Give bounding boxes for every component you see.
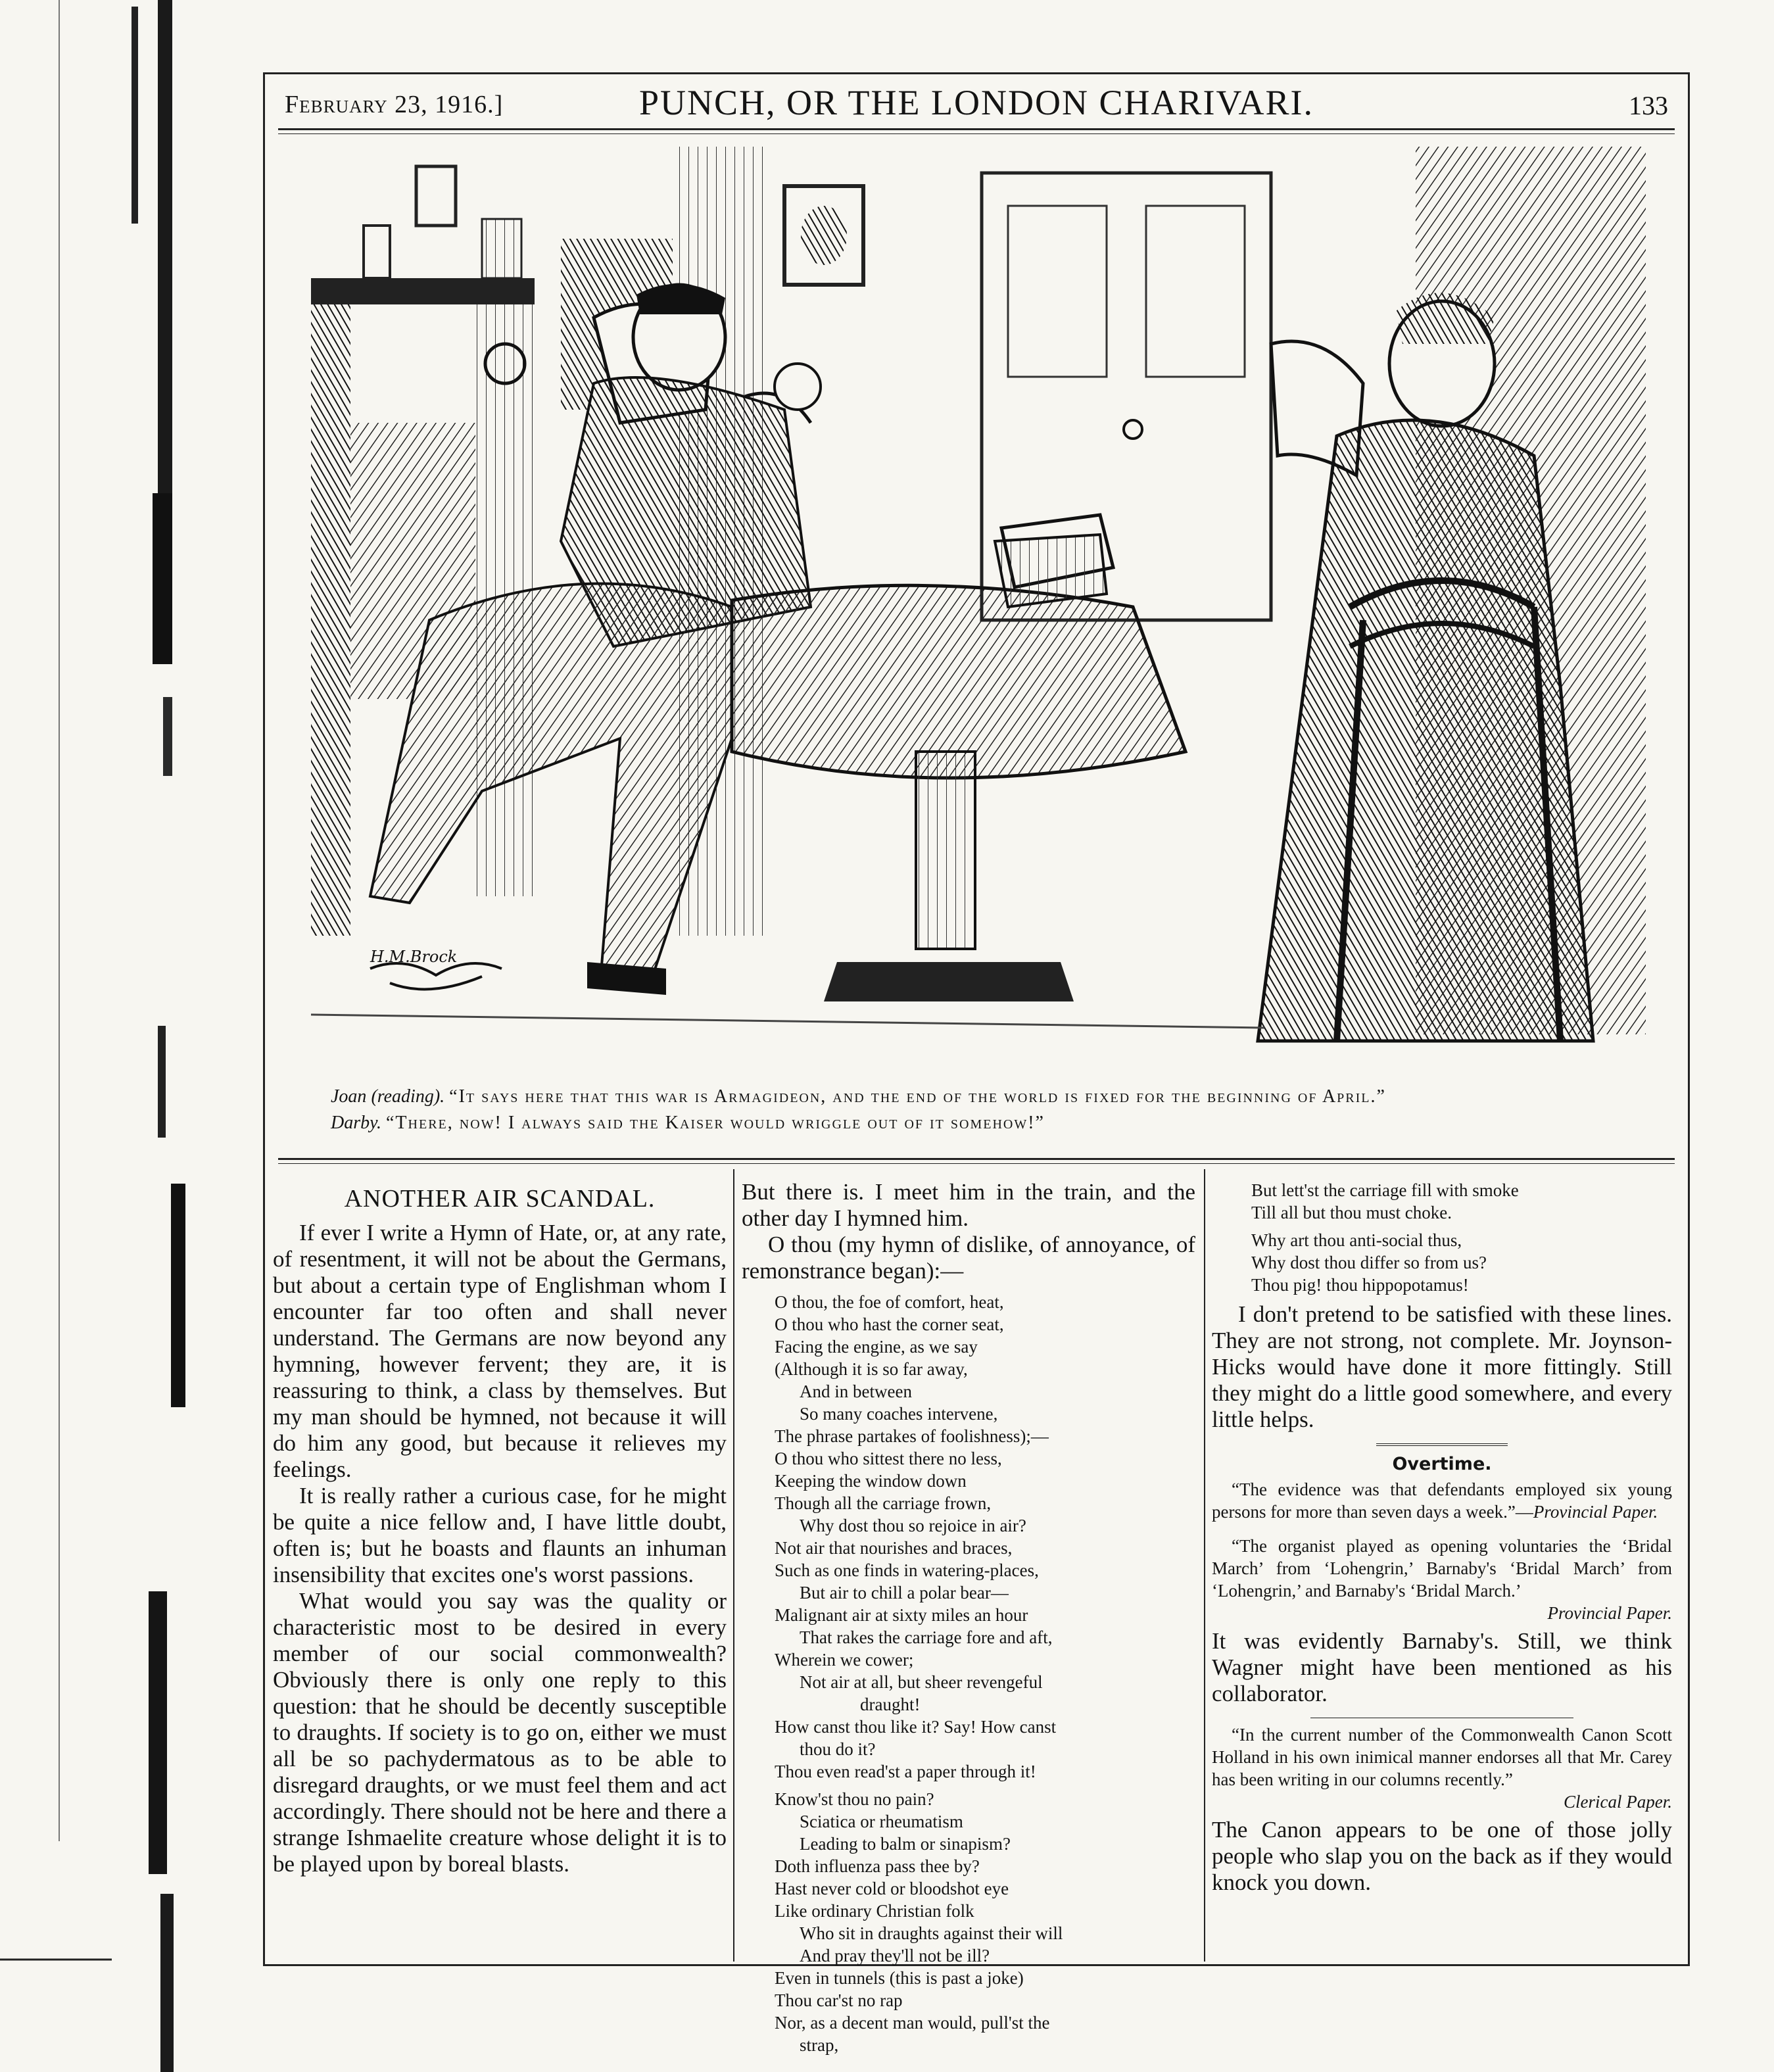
verse-line: O thou who sittest there no less, <box>775 1449 1002 1468</box>
verse-line: And pray they'll not be ill? <box>800 1946 990 1965</box>
verse-line: Not air at all, but sheer revengeful <box>800 1672 1043 1692</box>
paragraph-3: What would you say was the quality or characteristic most to be desired in every member of our social commonwealth? Obviously there is only one reply to this question: that he should be decently susceptible to draughts. If society is to go on, either we must all be so pachydermatous as to be able to disregard draughts, or we must feel them and act accordingly. There should not be here and there a strange Ishmaelite creature whose delight it is to be played upon by boreal blasts. <box>273 1588 727 1877</box>
overtime-source: Provincial Paper. <box>1533 1502 1658 1522</box>
verse-line: Thou pig! thou hippopotamus! <box>1251 1275 1469 1295</box>
issue-date: February 23, 1916.] <box>285 91 504 118</box>
verse-line: And in between <box>800 1382 912 1401</box>
joan-speaker: Joan <box>331 1086 367 1107</box>
verse-line: Till all but thou must choke. <box>1251 1203 1452 1222</box>
verse-line: Hast never cold or bloodshot eye <box>775 1879 1009 1898</box>
section-divider <box>1376 1443 1508 1446</box>
verse-line: O thou who hast the corner seat, <box>775 1314 1004 1334</box>
verse-line: How canst thou like it? Say! How canst <box>775 1717 1057 1737</box>
page-number: 133 <box>1629 91 1668 120</box>
verse-line: draught! <box>860 1695 921 1714</box>
verse-line: O thou, the foe of comfort, heat, <box>775 1292 1004 1312</box>
verse-line: Who sit in draughts against their will <box>800 1923 1063 1943</box>
caption-rule <box>278 1158 1675 1160</box>
verse-line: Thou car'st no rap <box>775 1990 903 2010</box>
paragraph-5: O thou (my hymn of dislike, of annoyance, of remonstrance began):— <box>742 1232 1195 1284</box>
paragraph-2: It is really rather a curious case, for he might be quite a nice fellow and, I have little doubt, often is; but he boasts and flaunts an inhuman insensibility that excites one's worst passions. <box>273 1483 727 1587</box>
header-rule <box>278 128 1675 130</box>
paragraph-6: I don't pretend to be satisfied with these lines. They are not strong, not complete. Mr. Joynson-Hicks would have done it more fittingly. Still they might do a little good somewhere, and every little helps. <box>1212 1301 1672 1432</box>
column-2 <box>742 1179 1195 2055</box>
joan-line: “It says here that this war is Armagideon, and the end of the world is fixed for the beginning of April.” <box>449 1086 1386 1107</box>
verse-line: thou do it? <box>800 1739 876 1759</box>
cartoon-illustration <box>311 147 1646 1067</box>
verse-line: The phrase partakes of foolishness);— <box>775 1426 1049 1446</box>
verse-line: strap, <box>800 2035 839 2055</box>
verse-line: Even in tunnels (this is past a joke) <box>775 1968 1024 1988</box>
verse-line: Though all the carriage frown, <box>775 1493 992 1513</box>
verse-line: Wherein we cower; <box>775 1650 914 1670</box>
caption-darby <box>291 1110 1668 1136</box>
cartoon-caption <box>291 1084 1668 1136</box>
column-1 <box>273 1179 727 1955</box>
verse-line: (Although it is so far away, <box>775 1359 968 1379</box>
article-title: ANOTHER AIR SCANDAL. <box>344 1185 656 1213</box>
verse-line: Nor, as a decent man would, pull'st the <box>775 2013 1050 2033</box>
artist-signature: H.M.Brock <box>370 948 458 966</box>
verse-line: But lett'st the carriage fill with smoke <box>1251 1180 1519 1200</box>
canon-quote: “In the current number of the Commonwealth Canon Scott Holland in his own inimical manner endorses all that Mr. Carey has been writing in our columns recently.” <box>1212 1725 1672 1789</box>
darby-line: “There, now! I always said the Kaiser would wriggle out of it somehow!” <box>386 1113 1045 1133</box>
verse-line: Know'st thou no pain? <box>775 1789 934 1809</box>
hymn-verse <box>775 1291 1195 2056</box>
bridal-quote: “The organist played as opening voluntaries the ‘Bridal March’ from ‘Lohengrin,’ Barnaby's ‘Bridal March’ from ‘Lohengrin,’ and Barnaby's ‘Bridal March.’ <box>1212 1536 1672 1601</box>
column-3 <box>1212 1179 1672 1955</box>
binding-edge <box>0 0 217 2072</box>
verse-line: That rakes the carriage fore and aft, <box>800 1627 1053 1647</box>
verse-line: Such as one finds in watering-places, <box>775 1560 1039 1580</box>
magazine-title: PUNCH, OR THE LONDON CHARIVARI. <box>638 83 1314 122</box>
paragraph-4: But there is. I meet him in the train, and the other day I hymned him. <box>742 1179 1195 1231</box>
caption-joan <box>291 1084 1668 1110</box>
joan-direction: (reading). <box>371 1086 445 1107</box>
canon-source: Clerical Paper. <box>1564 1792 1672 1812</box>
verse-line: Keeping the window down <box>775 1471 967 1491</box>
verse-line: Malignant air at sixty miles an hour <box>775 1605 1028 1625</box>
bridal-source: Provincial Paper. <box>1547 1603 1672 1623</box>
canon-comment: The Canon appears to be one of those jolly people who slap you on the back as if they would knock you down. <box>1212 1817 1672 1895</box>
verse-line: Leading to balm or sinapism? <box>800 1834 1011 1854</box>
verse-line: Like ordinary Christian folk <box>775 1901 974 1921</box>
verse-line: Facing the engine, as we say <box>775 1337 978 1357</box>
verse-line: So many coaches intervene, <box>800 1404 998 1424</box>
darby-speaker: Darby. <box>331 1113 381 1133</box>
column-rule-1 <box>733 1169 734 1962</box>
verse-line: Doth influenza pass thee by? <box>775 1856 980 1876</box>
running-header <box>285 81 1668 127</box>
verse-line: Why dost thou so rejoice in air? <box>800 1516 1026 1535</box>
verse-line: Thou even read'st a paper through it! <box>775 1762 1036 1781</box>
verse-line: Not air that nourishes and braces, <box>775 1538 1013 1558</box>
hymn-verse-continued <box>1251 1179 1672 1296</box>
caption-rule-thin <box>278 1163 1675 1164</box>
verse-line: Why dost thou differ so from us? <box>1251 1253 1487 1272</box>
header-rule-thin <box>278 133 1675 134</box>
overtime-quote-text: “The evidence was that defendants employed six young persons for more than seven days a week.”— <box>1212 1480 1672 1522</box>
overtime-quote <box>1212 1478 1672 1523</box>
bridal-comment: It was evidently Barnaby's. Still, we think Wagner might have been mentioned as his collaborator. <box>1212 1628 1672 1706</box>
overtime-title: Overtime. <box>1392 1454 1492 1474</box>
page <box>263 72 1690 2055</box>
column-rule-2 <box>1204 1169 1205 1962</box>
verse-line: Why art thou anti-social thus, <box>1251 1230 1462 1250</box>
verse-line: But air to chill a polar bear— <box>800 1583 1009 1602</box>
paragraph-1: If ever I write a Hymn of Hate, or, at any rate, of resentment, it will not be about the Germans, but about a certain type of Englishman whom I encounter far too often and shall never understand. The Germans are now beyond any hymning, however fervent; they are, it is reassuring to think, a class by themselves. But my man should be hymned, not because it will do him any good, but because it relieves my feelings. <box>273 1220 727 1482</box>
verse-line: Sciatica or rheumatism <box>800 1812 963 1831</box>
